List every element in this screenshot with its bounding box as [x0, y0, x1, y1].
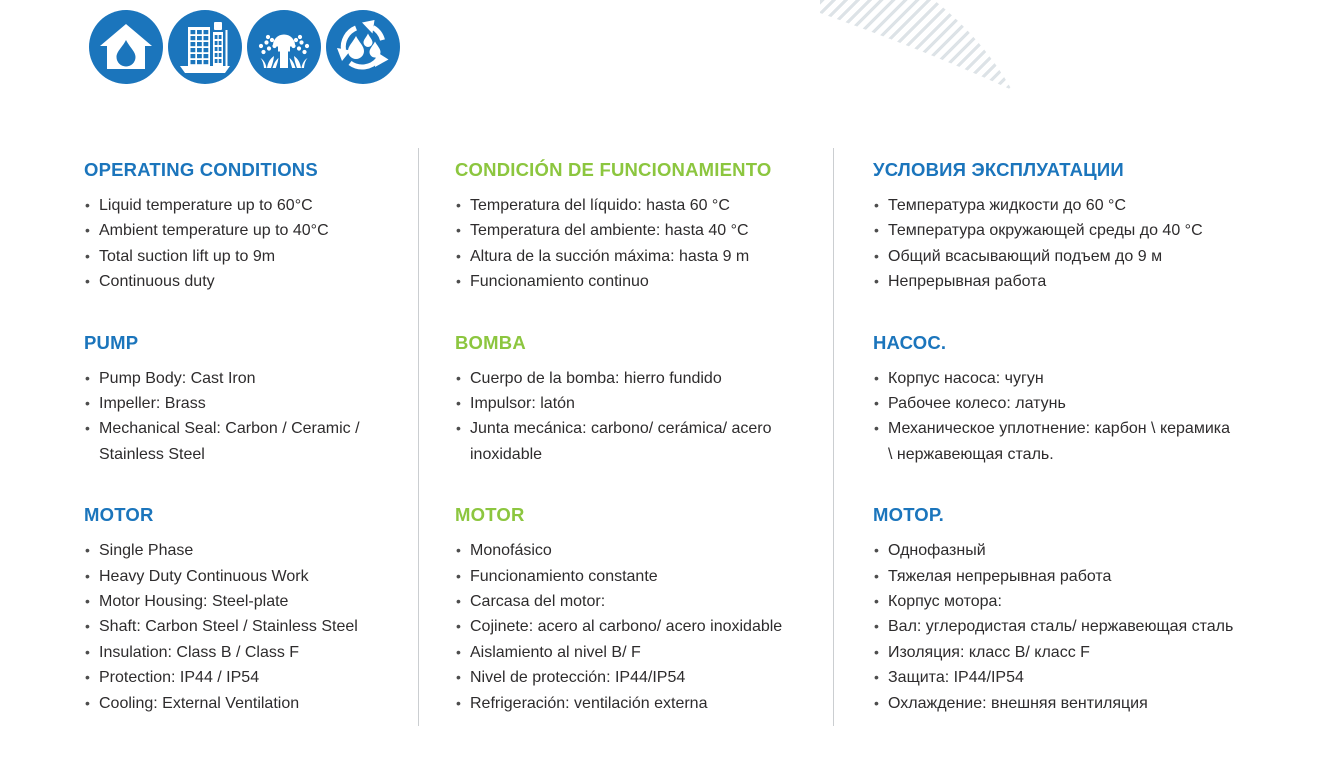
spec-list: [873, 538, 1237, 716]
section-title: МОТОР.: [873, 504, 944, 526]
spec-item: • Непрерывная работа: [873, 269, 1237, 294]
spec-list: [84, 538, 386, 716]
spec-item: • Total suction lift up to 9m: [84, 244, 386, 269]
column-divider-right: [833, 148, 834, 726]
spec-item: • Cuerpo de la bomba: hierro fundido: [455, 366, 799, 391]
spec-list: [873, 366, 1237, 468]
spec-item: • Однофазный: [873, 538, 1237, 563]
spec-item: • Pump Body: Cast Iron: [84, 366, 386, 391]
section-title: PUMP: [84, 331, 139, 353]
section-motor: [84, 504, 386, 716]
spec-item: • Shaft: Carbon Steel / Stainless Steel: [84, 614, 386, 639]
spec-item: • Nivel de protección: IP44/IP54: [455, 665, 799, 690]
spec-item: • Refrigeración: ventilación externa: [455, 691, 799, 716]
spec-item: • Single Phase: [84, 538, 386, 563]
spec-item: • Impulsor: latón: [455, 391, 799, 416]
city-buildings-icon: [168, 10, 242, 84]
section-motor: [873, 504, 1237, 716]
water-recycling-icon: [326, 10, 400, 84]
section-title: OPERATING CONDITIONS: [84, 159, 318, 180]
section-title: MOTOR: [455, 504, 525, 526]
spec-item: • Cooling: External Ventilation: [84, 691, 386, 716]
spec-item: • Изоляция: класс B/ класс F: [873, 640, 1237, 665]
section-title: CONDICIÓN DE FUNCIONAMIENTO: [455, 159, 772, 180]
spec-item: • Temperatura del líquido: hasta 60 °C: [455, 193, 799, 218]
spec-item: • Continuous duty: [84, 269, 386, 294]
spec-item: • Ambient temperature up to 40°C: [84, 218, 386, 243]
section-title: MOTOR: [84, 504, 154, 526]
spec-item: • Insulation: Class B / Class F: [84, 640, 386, 665]
spec-item: • Motor Housing: Steel-plate: [84, 589, 386, 614]
spec-item: • Carcasa del motor:: [455, 589, 799, 614]
column-english: [84, 159, 386, 716]
section-pump: [873, 332, 1237, 468]
spec-item: • Aislamiento al nivel B/ F: [455, 640, 799, 665]
spec-item: • Impeller: Brass: [84, 391, 386, 416]
spec-item: • Liquid temperature up to 60°C: [84, 193, 386, 218]
spec-item: • Корпус насоса: чугун: [873, 366, 1237, 391]
section-operating-conditions: [84, 159, 386, 295]
spec-item: • Механическое уплотнение: карбон \ керамика \ нержавеющая сталь.: [873, 416, 1237, 467]
spec-item: • Protection: IP44 / IP54: [84, 665, 386, 690]
section-title: BOMBA: [455, 331, 526, 353]
spec-item: • Monofásico: [455, 538, 799, 563]
house-water-icon: [89, 10, 163, 84]
spec-list: [873, 193, 1237, 295]
column-spanish: [455, 159, 799, 716]
section-pump: [455, 332, 799, 468]
spec-item: • Heavy Duty Continuous Work: [84, 564, 386, 589]
spec-list: [455, 193, 799, 295]
spec-item: • Temperatura del ambiente: hasta 40 °C: [455, 218, 799, 243]
garden-sprinkler-icon: [247, 10, 321, 84]
spec-item: • Корпус мотора:: [873, 589, 1237, 614]
spec-item: • Cojinete: acero al carbono/ acero inoxidable: [455, 614, 799, 639]
spec-item: • Общий всасывающий подъем до 9 м: [873, 244, 1237, 269]
column-divider-left: [418, 148, 419, 726]
section-title: УСЛОВИЯ ЭКСПЛУАТАЦИИ: [873, 159, 1124, 180]
spec-item: • Altura de la succión máxima: hasta 9 m: [455, 244, 799, 269]
spec-item: • Охлаждение: внешняя вентиляция: [873, 691, 1237, 716]
spec-item: • Рабочее колесо: латунь: [873, 391, 1237, 416]
spec-item: • Температура жидкости до 60 °C: [873, 193, 1237, 218]
section-title: НАСОС.: [873, 331, 947, 353]
spec-list: [455, 538, 799, 716]
spec-item: • Температура окружающей среды до 40 °C: [873, 218, 1237, 243]
section-motor: [455, 504, 799, 716]
spec-list: [84, 193, 386, 295]
spec-list: [455, 366, 799, 468]
spec-list: [84, 366, 386, 468]
spec-item: • Funcionamiento continuo: [455, 269, 799, 294]
spec-item: • Тяжелая непрерывная работа: [873, 564, 1237, 589]
spec-item: • Funcionamiento constante: [455, 564, 799, 589]
spec-item: • Защита: IP44/IP54: [873, 665, 1237, 690]
spec-item: • Mechanical Seal: Carbon / Ceramic / Stainless Steel: [84, 416, 386, 467]
application-icons-row: [89, 10, 400, 84]
diagonal-stripes-decoration: [820, 0, 1020, 95]
section-operating-conditions: [873, 159, 1237, 295]
spec-item: • Junta mecánica: carbono/ cerámica/ acero inoxidable: [455, 416, 799, 467]
spec-item: • Вал: углеродистая сталь/ нержавеющая сталь: [873, 614, 1237, 639]
column-russian: [873, 159, 1237, 716]
section-operating-conditions: [455, 159, 799, 295]
section-pump: [84, 332, 386, 468]
